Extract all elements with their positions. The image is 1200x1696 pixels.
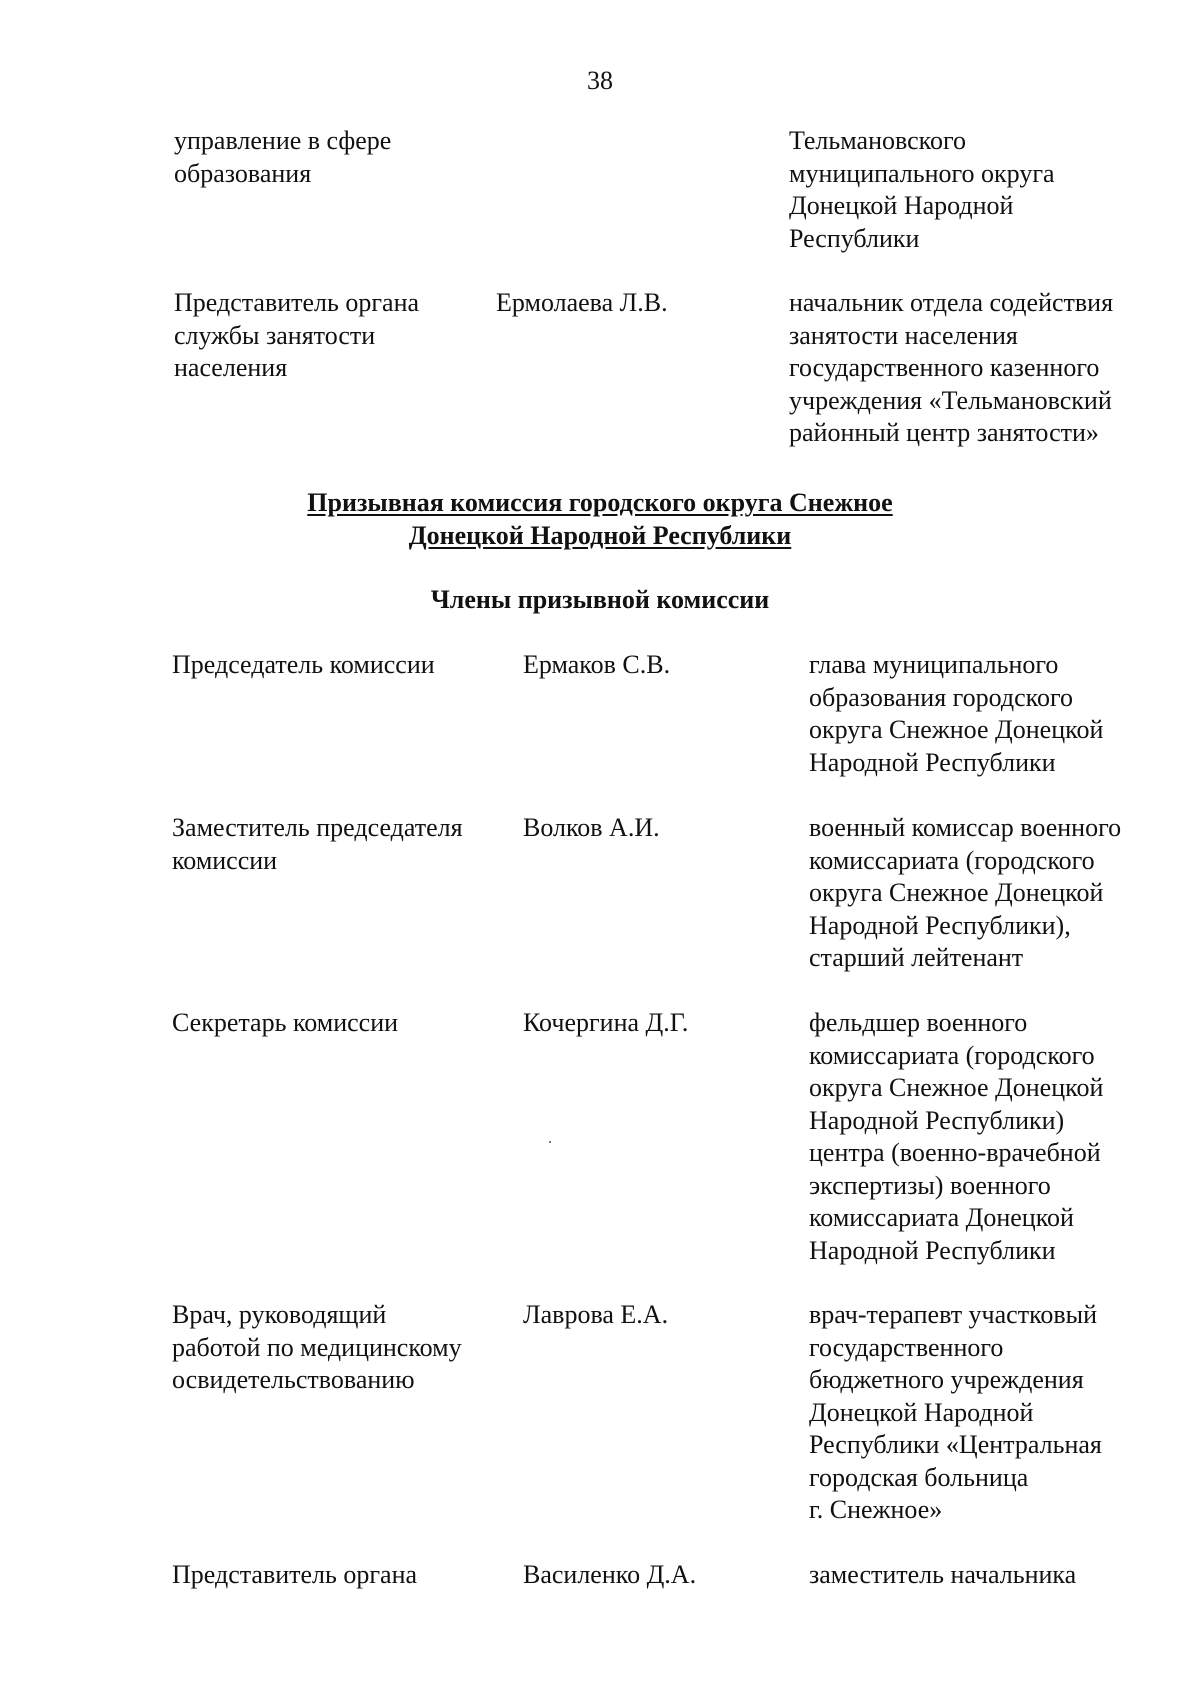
- name-cell: [523, 812, 660, 845]
- role-line: Председатель комиссии: [172, 650, 435, 679]
- position-cell: [809, 1299, 1102, 1527]
- position-line: Народной Республики: [809, 1235, 1056, 1265]
- person-name: Ермолаева Л.В.: [496, 288, 668, 317]
- position-line: бюджетного учреждения: [809, 1365, 1084, 1394]
- role-line: Представитель органа: [172, 1560, 418, 1589]
- commission-title: [0, 487, 1200, 552]
- position-line: Донецкой Народной: [789, 191, 1014, 220]
- position-line: Народной Республики),: [809, 910, 1071, 940]
- position-line: Республики «Центральная: [809, 1430, 1102, 1459]
- position-line: государственного: [809, 1332, 1004, 1362]
- position-line: комиссариата (городского: [809, 845, 1095, 875]
- position-line: Народной Республики: [809, 747, 1056, 777]
- role-line: освидетельствованию: [172, 1365, 415, 1394]
- role-line: образования: [174, 158, 312, 188]
- position-line: округа Снежное Донецкой: [809, 715, 1104, 744]
- position-line: центра (военно-врачебной: [809, 1138, 1101, 1167]
- position-line: городская больница: [809, 1462, 1029, 1492]
- position-line: врач-терапевт участковый: [809, 1300, 1098, 1329]
- position-line: Народной Республики): [809, 1105, 1065, 1135]
- role-line: Секретарь комиссии: [172, 1008, 399, 1037]
- role-line: Заместитель председателя: [172, 813, 463, 842]
- position-cell: [809, 1007, 1103, 1267]
- page-number: 38: [587, 66, 613, 95]
- role-line: службы занятости: [174, 320, 376, 350]
- position-line: Тельмановского: [789, 126, 966, 155]
- role-cell: [174, 287, 419, 385]
- name-cell: [523, 1559, 696, 1592]
- role-line: населения: [174, 353, 288, 382]
- role-line: управление в сфере: [174, 126, 392, 155]
- commission-title-line: Донецкой Народной Республики: [408, 520, 792, 550]
- position-line: округа Снежное Донецкой: [809, 1073, 1104, 1102]
- role-cell: [172, 1299, 462, 1397]
- position-line: начальник отдела содействия: [789, 288, 1114, 317]
- position-line: образования городского: [809, 682, 1074, 712]
- position-line: экспертизы) военного: [809, 1170, 1051, 1200]
- position-line: старший лейтенант: [809, 943, 1024, 972]
- person-name: Лаврова Е.А.: [523, 1300, 669, 1329]
- person-name: Кочергина Д.Г.: [523, 1008, 689, 1037]
- name-cell: [523, 1007, 688, 1040]
- position-line: Республики: [789, 223, 920, 253]
- position-cell: [789, 125, 1055, 255]
- position-line: государственного казенного: [789, 353, 1100, 382]
- position-line: глава муниципального: [809, 650, 1059, 679]
- name-cell: [523, 649, 670, 682]
- role-line: работой по медицинскому: [172, 1332, 462, 1362]
- position-line: комиссариата Донецкой: [809, 1203, 1074, 1232]
- position-line: занятости населения: [789, 320, 1018, 350]
- person-name: Волков А.И.: [523, 813, 660, 842]
- position-line: военный комиссар военного: [809, 813, 1122, 842]
- position-line: г. Снежное»: [809, 1495, 943, 1524]
- position-cell: [809, 1559, 1076, 1592]
- position-cell: [809, 812, 1121, 975]
- position-line: учреждения «Тельмановский: [789, 385, 1112, 415]
- role-line: комиссии: [172, 845, 278, 875]
- position-line: заместитель начальника: [809, 1560, 1077, 1589]
- scan-speck: [549, 1141, 551, 1143]
- position-line: округа Снежное Донецкой: [809, 878, 1104, 907]
- position-line: фельдшер военного: [809, 1008, 1028, 1037]
- name-cell: [523, 1299, 668, 1332]
- person-name: Ермаков С.В.: [523, 650, 671, 679]
- name-cell: [496, 287, 668, 320]
- position-line: районный центр занятости»: [789, 418, 1099, 447]
- position-cell: [789, 287, 1113, 450]
- role-cell: [172, 649, 435, 682]
- role-cell: [172, 1559, 417, 1592]
- role-cell: [172, 1007, 398, 1040]
- position-line: Донецкой Народной: [809, 1397, 1034, 1427]
- members-heading: Члены призывной комиссии: [430, 585, 770, 614]
- role-line: Представитель органа: [174, 288, 420, 317]
- role-cell: [172, 812, 463, 877]
- position-line: муниципального округа: [789, 158, 1055, 188]
- position-line: комиссариата (городского: [809, 1040, 1095, 1070]
- role-cell: [174, 125, 391, 190]
- commission-title-line: Призывная комиссия городского округа Снежное: [307, 488, 893, 517]
- person-name: Василенко Д.А.: [523, 1560, 697, 1589]
- position-cell: [809, 649, 1103, 779]
- role-line: Врач, руководящий: [172, 1300, 387, 1329]
